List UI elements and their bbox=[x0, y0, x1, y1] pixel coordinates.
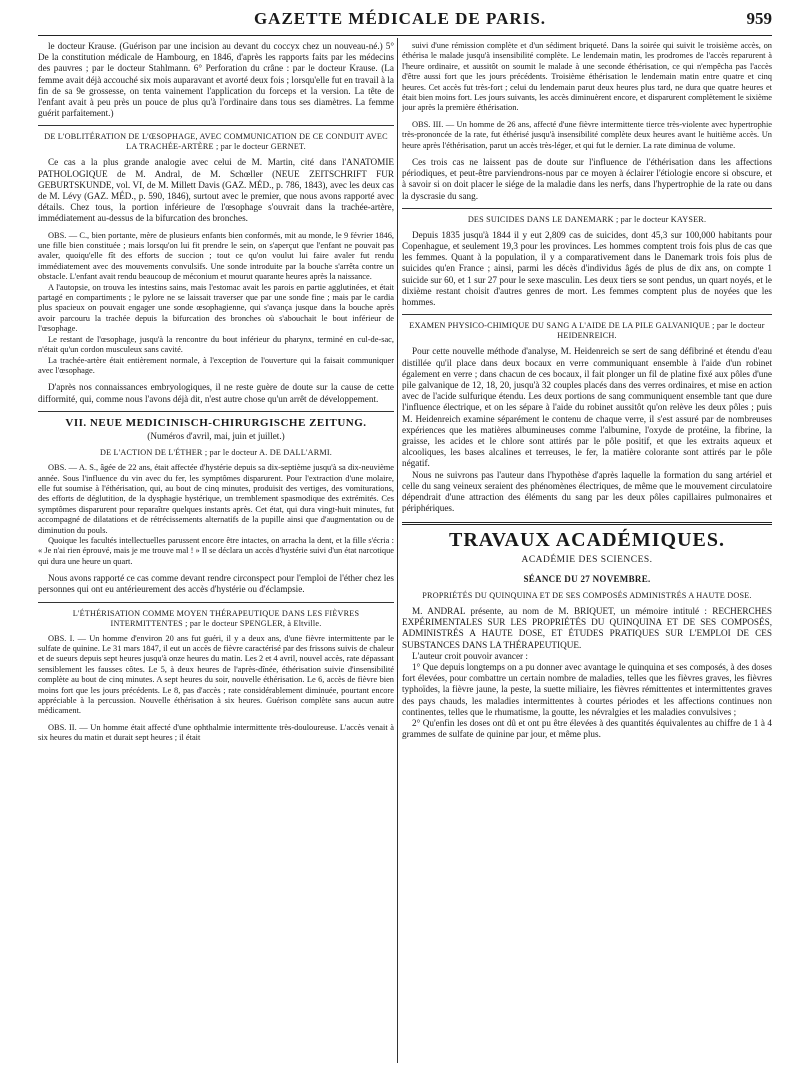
session-date: SÉANCE DU 27 NOVEMBRE. bbox=[523, 573, 651, 584]
paragraph: M. ANDRAL présente, au nom de M. BRIQUET, un mémoire intitulé : RECHERCHES EXPÉRIMENTALES SUR LES PROPRIÉTÉS DU QUINQUINA ET DE SES COMPOSÉS, ADMINISTRÉS A HAUTE DOSE, ET ÉTUDES PRATIQUES SUR L'EMPLOI DE CES SUBSTANCES DANS LA THÉRAPEUTIQUE. bbox=[402, 605, 772, 650]
paragraph: Nous ne suivrons pas l'auteur dans l'hypothèse d'après laquelle la formation du sang artériel et celle du sang veineux seraient des phénomènes électriques, de même que le mouvement circulatoire dépendrait d'une attraction des éléments du sang par les deux pôles capillaires pulmonaires et périphériques. bbox=[402, 469, 772, 514]
observation-paragraph: OBS. — C., bien portante, mère de plusieurs enfants bien conformés, mit au monde, le 9 février 1846, une fille bien constituée ; mais lorsqu'on lui fit prendre le sein, on s'aperçut que l'enfant ne pouvait pas avaler, quoiqu'elle fît des efforts de succion ; tout ce qu'on voulut lui faire avaler fut rendu immédiatement avec des mouvements convulsifs. Une sonde introduite par la bouche s'arrêta contre un obstacle. L'enfant avait rendu beaucoup de méconium et mourut quarante heures après la naissance. bbox=[38, 230, 394, 282]
paragraph: Nous avons rapporté ce cas comme devant rendre circonspect pour l'emploi de l'éther chez les personnes qui ont eu antérieurement des accès d'hystérie ou d'éclampsie. bbox=[38, 573, 394, 595]
article-heading: DE L'ACTION DE L'ÉTHER ; par le docteur A. DE DALL'ARMI. bbox=[99, 448, 333, 458]
section-rule bbox=[402, 314, 772, 315]
article-heading: DE L'OBLITÉRATION DE L'ŒSOPHAGE, AVEC COMMUNICATION DE CE CONDUIT AVEC LA TRACHÉE-ARTÈRE ; par le docteur GERNET. bbox=[44, 132, 388, 152]
section-subtitle: (Numéros d'avril, mai, juin et juillet.) bbox=[147, 430, 285, 441]
academy-name: ACADÉMIE DES SCIENCES. bbox=[521, 554, 653, 565]
section-rule bbox=[38, 602, 394, 603]
observation-paragraph: La trachée-artère était entièrement normale, à l'exception de l'ouverture qui la faisait communiquer avec l'œsophage. bbox=[38, 355, 394, 375]
observation-paragraph: A l'autopsie, on trouva les intestins sains, mais l'estomac avait les parois en partie agglutinées, et était partagé en compartiments ; le pylore ne se laissait traverser que par une sonde fine ; mais par le cardia plus spacieux on pouvait engager une sonde œsophagienne, qui s'avança jusque dans la bouche après avoir parcouru la trachée depuis la bifurcation des bronches où s'abouchait le bout inférieur de l'œsophage. bbox=[38, 282, 394, 334]
page-header bbox=[0, 0, 800, 40]
article-heading: PROPRIÉTÉS DU QUINQUINA ET DE SES COMPOSÉS ADMINISTRÉS A HAUTE DOSE. bbox=[422, 590, 752, 600]
observation-paragraph: OBS. — A. S., âgée de 22 ans, était affectée d'hystérie depuis sa dix-septième jusqu'à sa dix-neuvième année. Sous l'influence du vin avec du fer, les symptômes disparurent. Pour l'extraction d'une molaire, elle fut soumise à l'éthérisation, qui, au bout de cinq minutes, produisit des vertiges, des vomiturations, des efforts de déglutition, de la dysphagie hystérique, un tremblement spasmodique des extrémités. Ces symptômes disparurent pour reparaître quelques instants après. Cet état, qui dura vingt-huit minutes, fut accompagné de dilatations et de rétrécissements alternatifs de la pupille ainsi que d'augmentation ou de diminution du pouls. bbox=[38, 463, 394, 535]
paragraph: 1° Que depuis longtemps on a pu donner avec avantage le quinquina et ses composés, à des doses fort élevées, pour combattre un certain nombre de maladies, telles que les fièvres graves, les fièvres typhoïdes, la fièvre jaune, la peste, la suette miliaire, les fièvres rémittentes et intermittentes graves des pays chauds, les maladies intermittentes à courtes périodes et les affections continues non continentes, telles que le rhumatisme, la goutte, les névralgies et les maladies convulsives ; bbox=[402, 661, 772, 717]
section-rule bbox=[38, 125, 394, 126]
paragraph: Ce cas a la plus grande analogie avec celui de M. Martin, cité dans l'ANATOMIE PATHOLOGIQUE de M. Andral, de M. Schœller (NEUE ZEITSCHRIFT FUR GEBURTSKUNDE, vol. VI, de M. Millett Davis (GAZ. MÉD., p. 786, 1843), avec les deux cas de M. Lévy (GAZ. MÉD., p. 590, 1846), surtout avec le premier, que nous avons rapporté avec détails. Chez tous, la portion inférieure de l'œsophage s'ouvrait dans la trachée-artère, immédiatement au-dessus de la bifurcation des bronches. bbox=[38, 157, 394, 224]
observation-paragraph: suivi d'une rémission complète et d'un sédiment briqueté. Dans la soirée qui suivit le troisième accès, on éthérisa le malade jusqu'à insensibilité complète. Le lendemain matin, les prodromes de l'accès reparurent à l'heure ordinaire, et aussitôt on soumit le malade à une seconde éthérisation, ce qui n'empêcha pas l'accès d'être aussi fort que les jours précédents. Troisième éthérisation le lendemain matin entre quatre et cinq heures. Cet accès fut très-fort ; celui du lendemain parut deux heures plus tard, ne dura que quatre heures et était bien moins fort. Les jours suivants, les accès diminuèrent encore, et disparurent complètement le sixième jour après la première éthérisation. bbox=[402, 41, 772, 113]
observation-paragraph: OBS. III. — Un homme de 26 ans, affecté d'une fièvre intermittente tierce très-violente avec hypertrophie très-prononcée de la rate, fut éthérisé jusqu'à insensibilité complète deux heures avant le huitième accès. Un heure après l'éthérisation, parut un accès très-léger, et qui fut le dernier. La rate diminua de volume. bbox=[402, 119, 772, 150]
paragraph: Pour cette nouvelle méthode d'analyse, M. Heidenreich se sert de sang défibriné et étendu d'eau distillée qu'il place dans deux bocaux en verre communiquant ensemble à l'aide d'un robinet également en verre ; dans chacun de ces bocaux, il fait plonger un fil de platine fixé aux pôles d'une pile galvanique de 12, 18, 20, jusqu'à 32 couples placés dans des verres ordinaires, et mise en action avec de l'acide sulfurique étendu. Les deux portions de sang communiquent ensemble tant que dure l'influence électrique, et on les sépare à l'aide du robinet aussitôt qu'on relève les deux pôles ; puis M. Heidenreich examine séparément le contenu de chaque verre, il s'est assuré par de nombreuses expériences que les matières albumineuses comme l'albumine, l'oxyde de protéine, la fibrine, la graisse, les acides et le chlore sont attirés par le pôle positif, et que les extraits aqueux et alcooliques, les bases alcalines et terreuses, le fer, la matière colorante sont attirés par le pôle négatif. bbox=[402, 346, 772, 469]
paragraph: Ces trois cas ne laissent pas de doute sur l'influence de l'éthérisation dans les affections périodiques, et peut-être parviendrons-nous par ce moyen à éclairer l'étiologie encore si obscure, et à savoir si on doit placer le siége de la maladie dans les nerfs, dans l'hypertrophie de la rate ou dans la dyscrasie du sang. bbox=[402, 157, 772, 201]
paragraph: Depuis 1835 jusqu'à 1844 il y eut 2,809 cas de suicides, dont 45,3 sur 100,000 habitants pour Copenhague, et seulement 19,3 pour les provinces. Les hommes comptent trois fois plus de cas que les femmes. Quant à la population, il y a comparativement dans le Danemark trois fois plus de suicides qu'en France ; ainsi, parmi les décès d'individus âgés de plus de dix ans, on compte 1 suicide sur 60, et 1 sur 27 pour le sexe masculin. Les deux tiers se sont pendus, un quart noyés, et le dixième restant choisit d'autres genres de mort. Les femmes comptent plus de noyées que les hommes. bbox=[402, 229, 772, 308]
article-heading: DES SUICIDES DANS LE DANEMARK ; par le docteur KAYSER. bbox=[467, 214, 707, 224]
section-big-title: TRAVAUX ACADÉMIQUES. bbox=[449, 529, 725, 552]
section-title: VII. NEUE MEDICINISCH-CHIRURGISCHE ZEITUNG. bbox=[65, 416, 367, 429]
observation-paragraph: OBS. II. — Un homme était affecté d'une ophthalmie intermittente très-douloureuse. L'accès venait à six heures du matin et durait sept heures ; il était bbox=[38, 722, 394, 743]
paragraph: D'après nos connaissances embryologiques, il ne reste guère de doute sur la cause de cette difformité, qui, comme nous l'avons déjà dit, n'est autre chose qu'un arrêt de développement. bbox=[38, 382, 394, 404]
observation-paragraph: OBS. I. — Un homme d'environ 20 ans fut guéri, il y a deux ans, d'une fièvre intermittente par le sulfate de quinine. Le 31 mars 1847, il eut un accès de fièvre caractérisé par des frissons suivis de chaleur et de sueurs depuis sept heures jusqu'à onze heures du matin. Les 2 et 4 avril, nouvel accès, rate dépassant sensiblement les fausses côtes. Le 5, à deux heures de l'après-dînée, éthérisation suivie d'insensibilité complète au bout de cinq minutes. A sept heures du soir, nouvelle éthérisation. Le 6, accès de fièvre bien moins fort que les jours précédents. Le 8, pas d'accès ; rate considérablement diminuée, pourtant encore appréciable à la percussion. Nouvelle éthérisation à six heures. Guérison complète sans aucun autre médicament. bbox=[38, 633, 394, 716]
paragraph: 2° Qu'enfin les doses ont dû et ont pu être élevées à des quantités équivalentes au chiffre de 1 à 4 grammes de sulfate de quinine par jour, et même plus. bbox=[402, 717, 772, 740]
column-divider bbox=[397, 38, 398, 1063]
journal-title: GAZETTE MÉDICALE DE PARIS. bbox=[253, 9, 547, 28]
double-rule bbox=[402, 522, 772, 525]
page-number: 959 bbox=[746, 9, 772, 28]
header-rule bbox=[38, 35, 772, 36]
paragraph: le docteur Krause. (Guérison par une incision au devant du coccyx chez un nouveau-né.) 5° De la constitution médicale de Hambourg, en 1846, d'après les rapports faits par les médecins des pauvres ; par le docteur Stahlmann. 6° Perforation du crâne : par le docteur Krause. (La femme avait déjà accouché six mois auparavant et avorté deux fois ; lorsqu'elle fut en travail à la fin de sa 9e grossesse, on tenta vainement l'application du forceps et la version. La tête de l'enfant avait à peu près un pouce de plus qu'à l'ordinaire dans tous ses diamètres. La femme guérit parfaitement.) bbox=[38, 41, 394, 119]
observation-paragraph: Quoique les facultés intellectuelles parussent encore être intactes, on arracha la dent, et la fille s'écria : « Je n'ai rien éprouvé, mais je me trouve mal ! » Il se déclara un accès d'hystérie suivi d'un état narcotique qui dura une heure un quart. bbox=[38, 535, 394, 566]
right-column bbox=[402, 41, 772, 1063]
section-rule bbox=[402, 208, 772, 209]
article-heading: L'ÉTHÉRISATION COMME MOYEN THÉRAPEUTIQUE DANS LES FIÈVRES INTERMITTENTES ; par le docteur SPENGLER, à Eltville. bbox=[72, 608, 360, 628]
section-rule bbox=[38, 411, 394, 412]
left-column bbox=[38, 41, 394, 1063]
observation-paragraph: Le restant de l'œsophage, jusqu'à la rencontre du bout inférieur du pharynx, terminé en cul-de-sac, n'était qu'un cordon musculeux sans cavité. bbox=[38, 334, 394, 355]
paragraph: L'auteur croit pouvoir avancer : bbox=[412, 650, 528, 661]
article-heading: EXAMEN PHYSICO-CHIMIQUE DU SANG A L'AIDE DE LA PILE GALVANIQUE ; par le docteur HEIDENREICH. bbox=[409, 321, 765, 341]
